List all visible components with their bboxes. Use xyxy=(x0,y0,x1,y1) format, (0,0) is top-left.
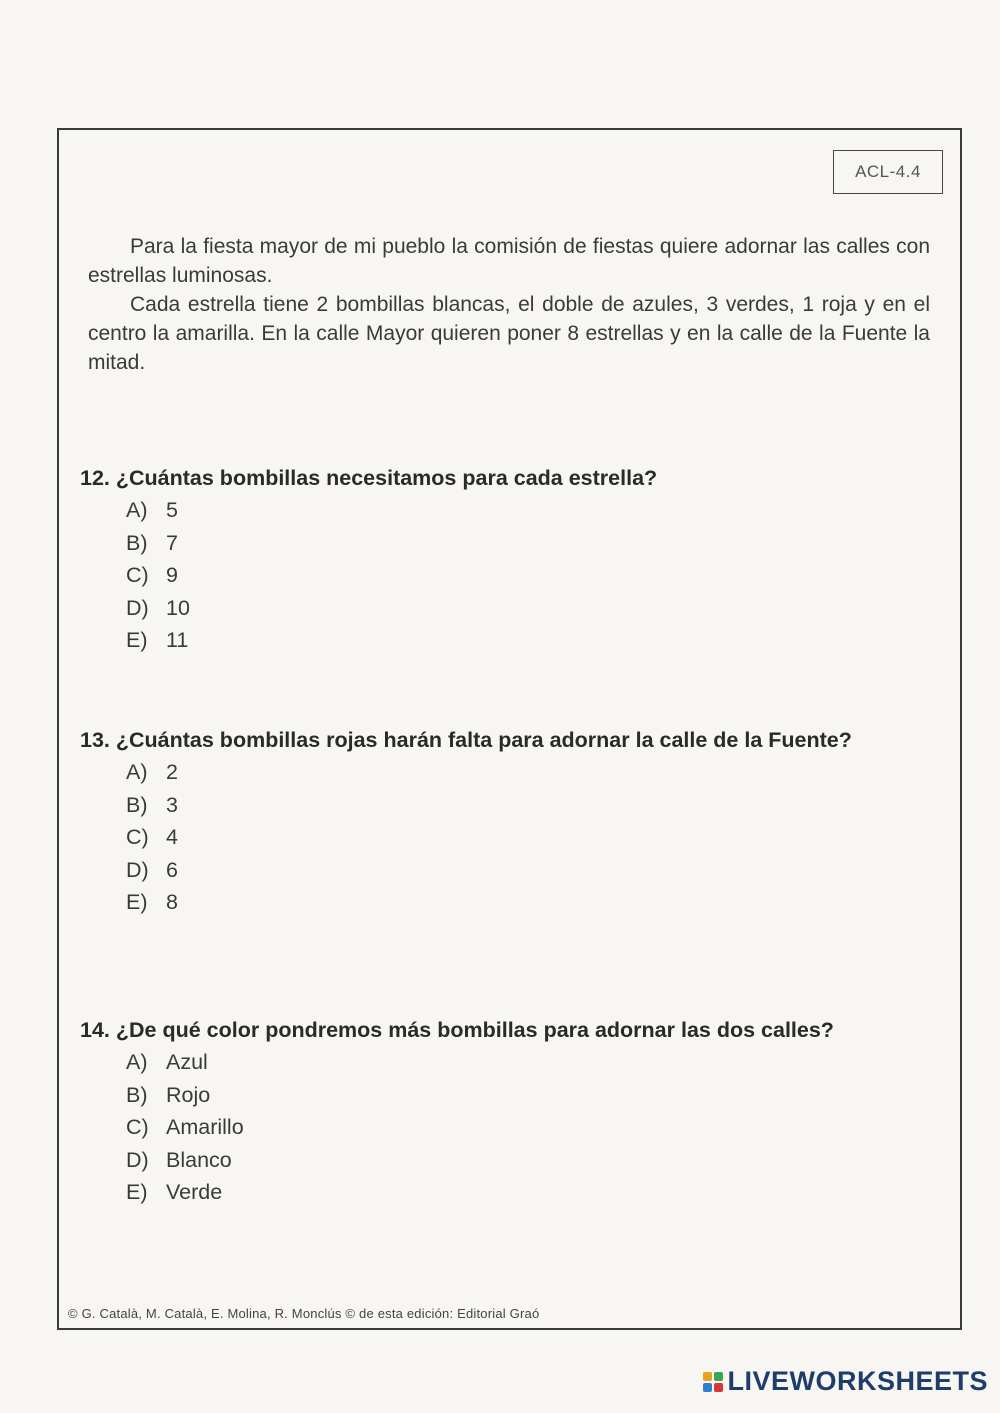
option-letter: E) xyxy=(126,628,148,652)
option-value: Verde xyxy=(166,1180,223,1204)
intro-paragraph-2: Cada estrella tiene 2 bombillas blancas, el doble de azules, 3 verdes, 1 roja y en el centro la amarilla. En la calle Mayor quieren poner 8 estrellas y en la calle de la Fuente la mitad. xyxy=(88,293,930,374)
answer-option[interactable] xyxy=(126,756,930,789)
answer-option[interactable] xyxy=(126,624,930,657)
question-text: ¿De qué color pondremos más bombillas para adornar las dos calles? xyxy=(115,1018,834,1042)
worksheet-code: ACL-4.4 xyxy=(833,150,943,194)
option-letter: C) xyxy=(126,825,149,849)
option-value: 4 xyxy=(166,825,178,849)
liveworksheets-logo-icon xyxy=(703,1372,723,1392)
option-value: 9 xyxy=(166,563,178,587)
option-value: 10 xyxy=(166,595,190,620)
question-title xyxy=(80,1017,930,1044)
logo-square xyxy=(714,1372,723,1381)
option-letter: A) xyxy=(126,1050,148,1074)
logo-square xyxy=(714,1383,723,1392)
answer-option[interactable] xyxy=(126,886,930,919)
option-letter: C) xyxy=(126,1115,149,1139)
copyright-footer: © G. Català, M. Català, E. Molina, R. Monclús © de esta edición: Editorial Graó xyxy=(68,1306,540,1321)
answer-option[interactable] xyxy=(126,559,930,592)
answer-option[interactable] xyxy=(126,1079,930,1112)
option-value: Blanco xyxy=(166,1147,232,1172)
option-letter: D) xyxy=(126,857,149,882)
option-value: 2 xyxy=(166,760,178,784)
answer-option[interactable] xyxy=(126,1144,930,1177)
intro-paragraph-1: Para la fiesta mayor de mi pueblo la comisión de fiestas quiere adornar las calles con estrellas luminosas. xyxy=(88,235,930,287)
question-12 xyxy=(80,465,930,657)
option-value: 11 xyxy=(166,628,189,652)
answer-option[interactable] xyxy=(126,854,930,887)
answer-options xyxy=(126,494,930,657)
answer-option[interactable] xyxy=(126,1111,930,1144)
option-letter: D) xyxy=(126,595,149,620)
question-number: 14. xyxy=(80,1018,110,1042)
answer-options xyxy=(126,1046,930,1209)
liveworksheets-brand[interactable] xyxy=(703,1366,988,1397)
option-value: Amarillo xyxy=(166,1115,244,1139)
answer-option[interactable] xyxy=(126,1176,930,1209)
option-value: Rojo xyxy=(166,1082,211,1107)
answer-option[interactable] xyxy=(126,1046,930,1079)
answer-option[interactable] xyxy=(126,494,930,527)
answer-option[interactable] xyxy=(126,821,930,854)
answer-options xyxy=(126,756,930,919)
answer-option[interactable] xyxy=(126,789,930,822)
option-value: 3 xyxy=(166,792,178,817)
question-13 xyxy=(80,727,930,919)
option-value: 5 xyxy=(166,498,178,522)
question-14 xyxy=(80,1017,930,1209)
question-title xyxy=(80,465,930,492)
option-letter: B) xyxy=(126,792,148,817)
option-letter: A) xyxy=(126,760,148,784)
brand-name: LIVEWORKSHEETS xyxy=(727,1366,988,1396)
option-letter: B) xyxy=(126,1082,148,1107)
option-letter: B) xyxy=(126,530,148,555)
option-value: 8 xyxy=(166,890,178,914)
question-number: 13. xyxy=(80,728,110,752)
problem-statement xyxy=(88,232,930,377)
logo-square xyxy=(703,1372,712,1381)
option-letter: C) xyxy=(126,563,149,587)
question-title xyxy=(80,727,930,754)
option-value: Azul xyxy=(166,1050,208,1074)
question-text: ¿Cuántas bombillas rojas harán falta para adornar la calle de la Fuente? xyxy=(115,728,852,752)
option-letter: A) xyxy=(126,498,148,522)
logo-square xyxy=(703,1383,712,1392)
answer-option[interactable] xyxy=(126,527,930,560)
question-text: ¿Cuántas bombillas necesitamos para cada estrella? xyxy=(115,466,658,490)
option-letter: E) xyxy=(126,1180,148,1204)
option-letter: E) xyxy=(126,890,148,914)
option-value: 7 xyxy=(166,530,178,555)
option-value: 6 xyxy=(166,857,178,882)
answer-option[interactable] xyxy=(126,592,930,625)
option-letter: D) xyxy=(126,1147,149,1172)
question-number: 12. xyxy=(80,466,110,490)
